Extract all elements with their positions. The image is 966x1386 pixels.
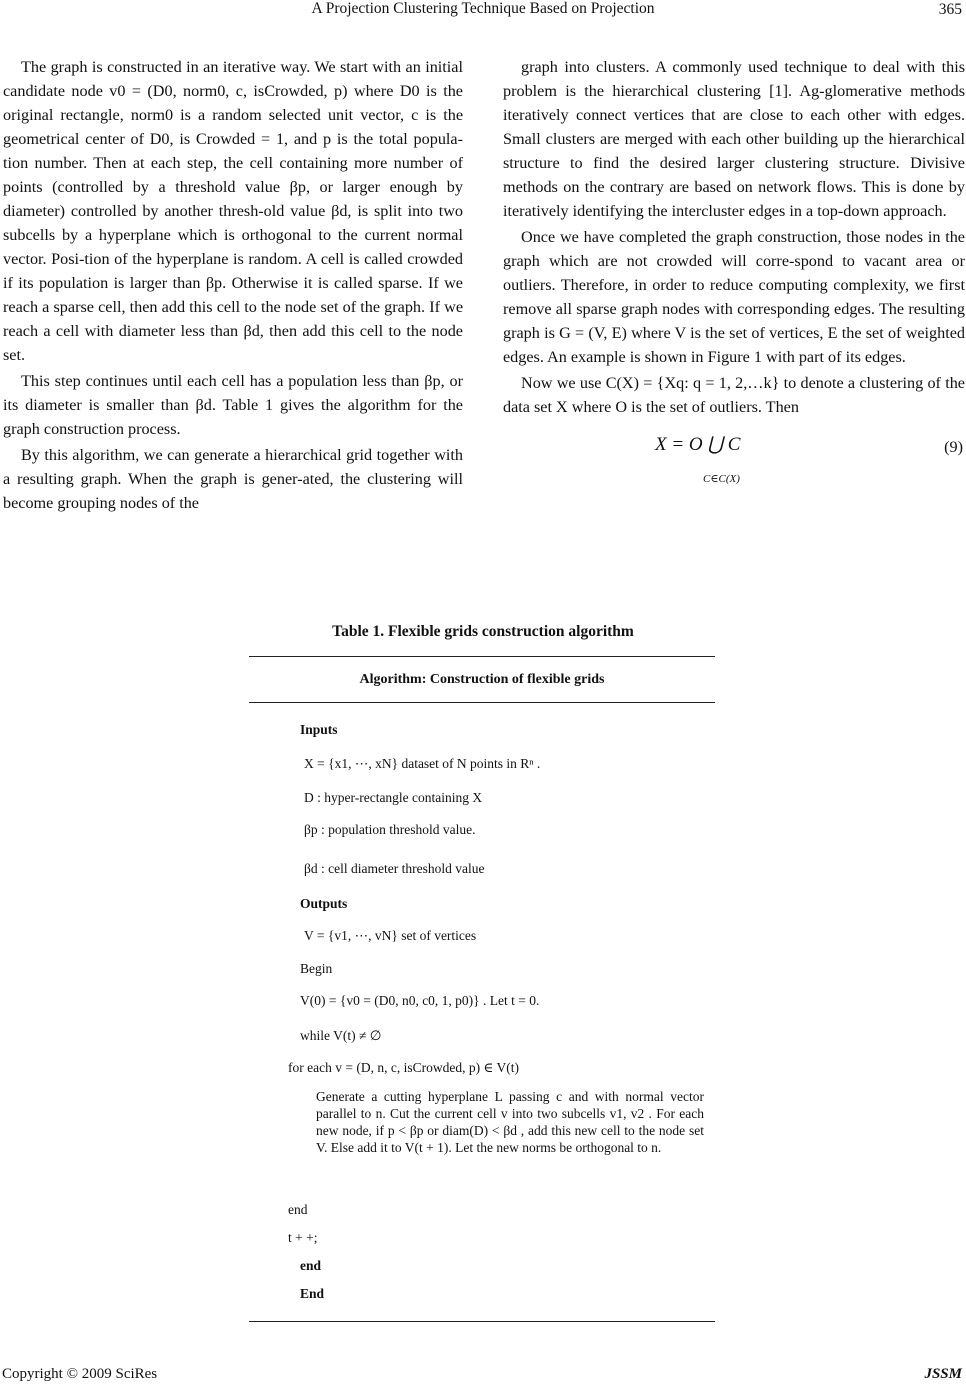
- loop-body-text: Generate a cutting hyperplane L passing c and with normal vector parallel to n. Cut the current cell v into two subcells v1, v2 . For each new node, if p < βp or diam(D) < βd , add this new cell to the node set V. Else add it to V(t + 1). Let the new norms be orthogonal to n.: [316, 1089, 704, 1155]
- page-header: [0, 0, 966, 24]
- page-number: 365: [938, 1, 962, 18]
- begin-line: Begin: [300, 961, 333, 976]
- table-rule-mid: [249, 702, 715, 703]
- increment-line: t + +;: [288, 1230, 318, 1245]
- footer-copyright: Copyright © 2009 SciRes: [2, 1366, 158, 1382]
- paragraph: This step continues until each cell has a population less than βp, or its diameter is smaller than βd. Table 1 gives the algorithm for the graph construction process.: [3, 372, 463, 438]
- equation-expression: X = O ⋃ C: [655, 434, 741, 455]
- paragraph: Once we have completed the graph construction, those nodes in the graph which are not crowded will corre-spond to vacant area or outliers. Therefore, in order to reduce computing complexity, we first remove all sparse graph nodes with corresponding edges. The resulting graph is G = (V, E) where V is the set of vertices, E the set of weighted edges. An example is shown in Figure 1 with part of its edges.: [503, 228, 965, 366]
- input-line: D : hyper-rectangle containing X: [304, 790, 483, 805]
- end-line: End: [300, 1286, 325, 1301]
- table-rule-bottom: [249, 1321, 715, 1322]
- init-line: V(0) = {v0 = (D0, n0, c0, 1, p0)} . Let t = 0.: [300, 993, 540, 1008]
- table-rule-top: [249, 656, 715, 657]
- paragraph: graph into clusters. A commonly used technique to deal with this problem is the hierarchical clustering [1]. Ag-glomerative methods iteratively connect vertices that are close to each other with edges. Small clusters are merged with each other building up the hierarchical structure to find the desired larger clustering structure. Divisive methods on the contrary are based on network flows. This is done by iteratively identifying the intercluster edges in a top-down approach.: [503, 58, 965, 220]
- table-caption: Table 1. Flexible grids construction algorithm: [332, 623, 634, 640]
- inputs-label: Inputs: [300, 722, 338, 737]
- equation-number: (9): [944, 438, 963, 456]
- running-title: A Projection Clustering Technique Based on Projection: [311, 0, 655, 17]
- right-column: [503, 55, 965, 487]
- input-line: βd : cell diameter threshold value: [304, 861, 485, 876]
- algorithm-heading: Algorithm: Construction of flexible grids: [359, 672, 605, 687]
- equation-subscript: C∈C(X): [703, 473, 740, 485]
- while-line: while V(t) ≠ ∅: [300, 1028, 382, 1043]
- equation-9: [503, 425, 965, 487]
- left-column: [3, 55, 463, 515]
- paragraph: The graph is constructed in an iterative way. We start with an initial candidate node v0 = (D0, norm0, c, isCrowded, p) where D0 is the original rectangle, norm0 is a random selected unit vector, c is the geometrical center of D0, is Crowded = 1, and p is the total popula-tion number. Then at each step, the cell containing more number of points (controlled by a threshold value βp, or larger enough by diameter) controlled by another thresh-old value βd, is split into two subcells by a hyperplane which is orthogonal to the current normal vector. Posi-tion of the hyperplane is random. A cell is called crowded if its population is larger than βp. Otherwise it is called sparse. If we reach a sparse cell, then add this cell to the node set of the graph. If we reach a cell with diameter less than βd, then add this cell to the node set.: [3, 58, 463, 364]
- footer-journal: JSSM: [924, 1366, 962, 1382]
- output-line: V = {v1, ⋯, vN} set of vertices: [304, 928, 477, 943]
- end-line: end: [288, 1202, 308, 1217]
- paragraph: By this algorithm, we can generate a hierarchical grid together with a resulting graph. When the graph is gener-ated, the clustering will become grouping nodes of the: [3, 446, 463, 512]
- paragraph: Now we use C(X) = {Xq: q = 1, 2,…k} to denote a clustering of the data set X where O is the set of outliers. Then: [503, 374, 965, 416]
- input-line: βp : population threshold value.: [304, 822, 476, 837]
- end-line: end: [300, 1258, 322, 1273]
- outputs-label: Outputs: [300, 896, 348, 911]
- input-line: X = {x1, ⋯, xN} dataset of N points in Rⁿ .: [304, 756, 541, 771]
- foreach-line: for each v = (D, n, c, isCrowded, p) ∈ V(t): [288, 1060, 520, 1075]
